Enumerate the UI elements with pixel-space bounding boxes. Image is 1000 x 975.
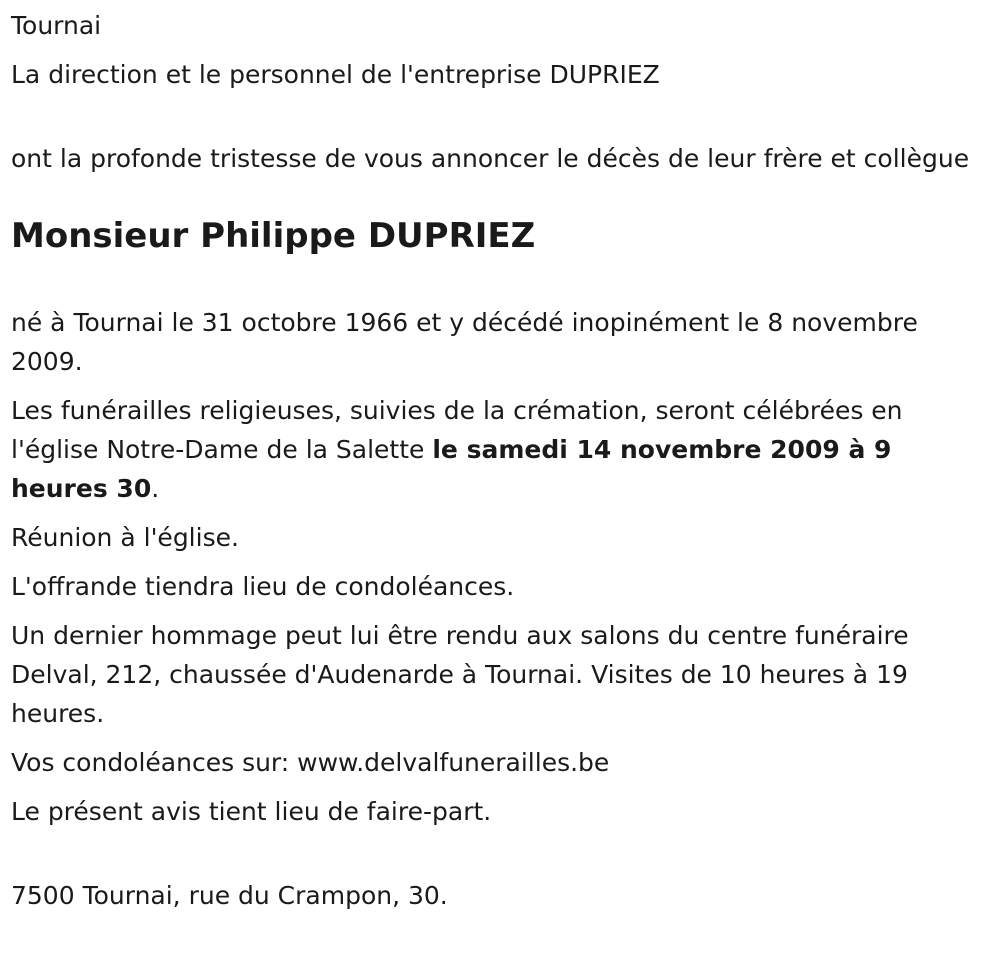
funeral-paragraph — [11, 391, 986, 508]
offering-text: L'offrande tiendra lieu de condoléances. — [11, 572, 515, 601]
obituary-notice — [11, 6, 986, 915]
condolences-text: Vos condoléances sur: www.delvalfunerailles.be — [11, 748, 610, 777]
funeral-intro: Les funérailles religieuses, suivies de la crémation, seront célébrées en l'église Notre-Dame de la Salette — [11, 396, 903, 464]
tribute-text: Un dernier hommage peut lui être rendu aux salons du centre funéraire Delval, 212, chaussée d'Audenarde à Tournai. Visites de 10 heures à 19 heures. — [11, 621, 909, 728]
meeting-text: Réunion à l'église. — [11, 523, 239, 552]
funeral-end: . — [151, 474, 160, 503]
address-text: 7500 Tournai, rue du Crampon, 30. — [11, 881, 448, 910]
deceased-name: Monsieur Philippe DUPRIEZ — [11, 216, 536, 256]
sender-line: La direction et le personnel de l'entreprise DUPRIEZ — [11, 60, 660, 89]
faire-part-text: Le présent avis tient lieu de faire-part. — [11, 797, 492, 826]
announcement-text: ont la profonde tristesse de vous annoncer le décès de leur frère et collègue — [11, 144, 970, 173]
birth-death-text: né à Tournai le 31 octobre 1966 et y décédé inopinément le 8 novembre 2009. — [11, 308, 918, 376]
place-heading: Tournai — [11, 11, 102, 40]
funeral-date: le samedi 14 novembre 2009 à 9 heures 30 — [11, 435, 892, 503]
